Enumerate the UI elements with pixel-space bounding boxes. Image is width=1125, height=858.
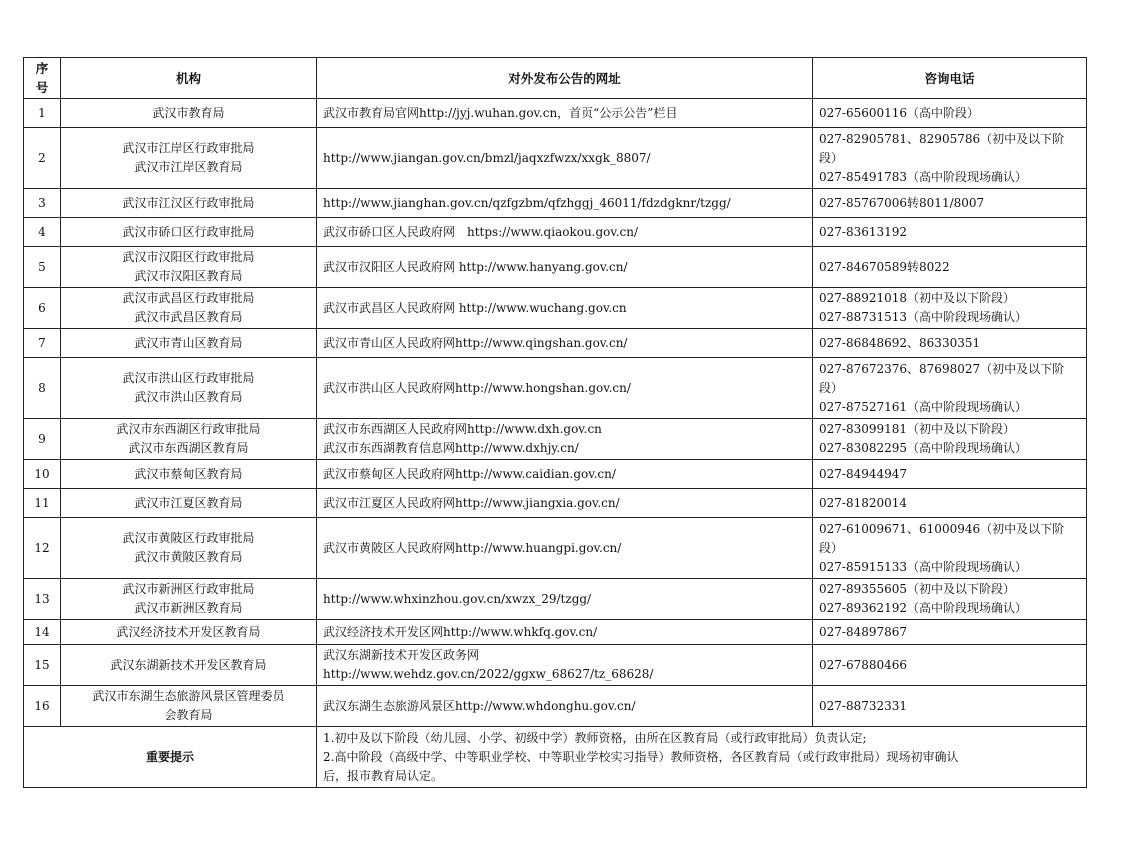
header-org: 机构 [61,58,317,99]
row-announcement-url-line: 武汉市江夏区人民政府网http://www.jiangxia.gov.cn/ [323,495,620,510]
table-row [24,128,1087,189]
row-announcement-url [317,99,813,128]
table-row [24,686,1087,727]
row-number: 15 [24,645,61,686]
table-row [24,620,1087,645]
row-organization-line: 武汉市武昌区行政审批局 [122,291,255,305]
row-announcement-url-line: 武汉市汉阳区人民政府网 http://www.hanyang.gov.cn/ [323,259,628,274]
notice-line: 2.高中阶段（高级中学、中等职业学校、中等职业学校实习指导）教师资格，各区教育局（或行政审批局）现场初审确认 [323,749,959,764]
row-phone-line: 027-84944947 [819,466,908,481]
row-number: 11 [24,489,61,518]
row-phone-line: 027-82905781、82905786（初中及以下阶 [819,131,1065,146]
row-organization-line: 武汉市武昌区教育局 [134,310,243,324]
header-url: 对外发布公告的网址 [317,58,813,99]
row-phone-line: 027-88732331 [819,698,908,713]
row-phone-line: 027-83099181（初中及以下阶段） [819,422,1016,436]
row-announcement-url-line: 武汉市东西湖教育信息网http://www.dxhjy.cn/ [323,441,579,455]
row-organization [61,579,317,620]
row-announcement-url [317,489,813,518]
row-organization [61,419,317,460]
notice-line: 后，报市教育局认定。 [323,768,444,783]
row-announcement-url-line: 武汉经济技术开发区网http://www.whkfq.gov.cn/ [323,624,598,639]
row-phone [813,358,1087,419]
row-announcement-url [317,518,813,579]
row-phone-line: 027-65600116（高中阶段） [819,105,980,120]
row-organization [61,99,317,128]
table-row [24,489,1087,518]
row-announcement-url [317,686,813,727]
table-header-row [24,58,1087,99]
notice-label: 重要提示 [24,727,317,788]
row-announcement-url [317,128,813,189]
row-announcement-url-line: 武汉东湖生态旅游风景区http://www.whdonghu.gov.cn/ [323,698,636,713]
row-announcement-url [317,579,813,620]
row-organization [61,189,317,218]
row-announcement-url [317,419,813,460]
table-row [24,579,1087,620]
notice-line: 1.初中及以下阶段（幼儿园、小学、初级中学）教师资格，由所在区教育局（或行政审批局）负责认定; [323,730,867,745]
row-organization [61,329,317,358]
row-organization [61,645,317,686]
table-row [24,645,1087,686]
row-number: 14 [24,620,61,645]
row-organization [61,686,317,727]
row-organization-line: 武汉市黄陂区教育局 [134,550,243,564]
row-announcement-url-line: 武汉市洪山区人民政府网http://www.hongshan.gov.cn/ [323,380,631,395]
row-phone [813,518,1087,579]
row-organization [61,128,317,189]
row-organization [61,460,317,489]
row-number: 16 [24,686,61,727]
table-row [24,288,1087,329]
row-phone-line: 027-85767006转8011/8007 [819,195,985,210]
row-phone [813,686,1087,727]
row-organization-line: 武汉市硚口区行政审批局 [122,224,255,239]
row-phone-line: 027-61009671、61000946（初中及以下阶 [819,521,1065,536]
row-announcement-url-line: 武汉市教育局官网http://jyj.wuhan.gov.cn，首页“公示公告”栏目 [323,105,678,120]
row-phone [813,579,1087,620]
row-organization [61,489,317,518]
row-organization-line: 武汉市江汉区行政审批局 [122,195,255,210]
row-announcement-url-line: 武汉市硚口区人民政府网 https://www.qiaokou.gov.cn/ [323,224,639,239]
notice-text [317,727,1087,788]
row-announcement-url-line: 武汉市青山区人民政府网http://www.qingshan.gov.cn/ [323,335,628,350]
row-announcement-url-line: 武汉市黄陂区人民政府网http://www.huangpi.gov.cn/ [323,540,622,555]
row-phone-line: 027-85915133（高中阶段现场确认） [819,559,1028,574]
row-announcement-url-line: http://www.jianghan.gov.cn/qzfgzbm/qfzhggj_46011/fdzdgknr/tzgg/ [323,195,731,210]
row-phone-line: 段） [819,380,844,395]
row-phone-line: 027-83613192 [819,224,908,239]
row-announcement-url-line: http://www.whxinzhou.gov.cn/xwzx_29/tzgg/ [323,591,592,606]
row-announcement-url [317,645,813,686]
row-organization-line: 武汉市青山区教育局 [134,335,243,350]
row-organization-line: 武汉市洪山区行政审批局 [122,371,255,385]
row-number: 10 [24,460,61,489]
row-number: 2 [24,128,61,189]
row-phone [813,288,1087,329]
row-phone [813,128,1087,189]
table-body [24,99,1087,727]
row-organization [61,288,317,329]
row-phone-line: 027-84897867 [819,624,908,639]
row-phone [813,189,1087,218]
row-organization [61,620,317,645]
row-announcement-url-line: 武汉市东西湖区人民政府网http://www.dxh.gov.cn [323,422,602,436]
row-organization [61,358,317,419]
notice-row [24,727,1087,788]
row-phone-line: 027-85491783（高中阶段现场确认） [819,169,1028,184]
row-phone-line: 027-67880466 [819,657,908,672]
row-phone-line: 027-86848692、86330351 [819,335,981,350]
row-announcement-url [317,288,813,329]
row-organization-line: 会教育局 [164,708,213,722]
row-organization-line: 武汉市江夏区教育局 [134,495,243,510]
row-organization-line: 武汉东湖新技术开发区教育局 [110,657,267,672]
row-phone-line: 027-88921018（初中及以下阶段） [819,291,1016,305]
row-phone [813,489,1087,518]
table-row [24,218,1087,247]
row-phone-line: 027-89355605（初中及以下阶段） [819,582,1016,596]
table-row [24,460,1087,489]
row-organization-line: 武汉市江岸区教育局 [134,160,243,174]
row-announcement-url [317,620,813,645]
teacher-certification-contact-table [23,57,1087,788]
row-announcement-url-line: http://www.wehdz.gov.cn/2022/ggxw_68627/tz_68628/ [323,667,654,681]
row-number: 3 [24,189,61,218]
row-announcement-url [317,247,813,288]
row-phone [813,645,1087,686]
table-row [24,189,1087,218]
row-phone-line: 027-84670589转8022 [819,259,950,274]
row-organization [61,218,317,247]
row-phone-line: 段） [819,150,844,165]
table-row [24,518,1087,579]
row-number: 4 [24,218,61,247]
row-organization-line: 武汉市教育局 [152,105,225,120]
row-organization [61,247,317,288]
row-announcement-url-line: 武汉市蔡甸区人民政府网http://www.caidian.gov.cn/ [323,466,616,481]
row-organization-line: 武汉市蔡甸区教育局 [134,466,243,481]
table-row [24,247,1087,288]
row-announcement-url-line: http://www.jiangan.gov.cn/bmzl/jaqxzfwzx/xxgk_8807/ [323,150,651,165]
row-number: 1 [24,99,61,128]
row-organization-line: 武汉市汉阳区教育局 [134,269,243,283]
table-row [24,358,1087,419]
row-number: 12 [24,518,61,579]
row-organization-line: 武汉市东湖生态旅游风景区管理委员 [92,689,285,703]
table-row [24,329,1087,358]
row-announcement-url [317,189,813,218]
row-organization-line: 武汉市新洲区行政审批局 [122,582,255,596]
row-number: 6 [24,288,61,329]
row-phone-line: 段） [819,540,844,555]
row-announcement-url-line: 武汉市武昌区人民政府网 http://www.wuchang.gov.cn [323,300,627,315]
row-phone [813,460,1087,489]
row-phone [813,329,1087,358]
header-num: 序 号 [24,58,61,99]
row-number: 7 [24,329,61,358]
row-organization-line: 武汉市汉阳区行政审批局 [122,250,255,264]
row-announcement-url [317,218,813,247]
row-phone-line: 027-88731513（高中阶段现场确认） [819,310,1028,324]
table-row [24,99,1087,128]
row-phone [813,419,1087,460]
row-phone [813,620,1087,645]
row-organization-line: 武汉市黄陂区行政审批局 [122,531,255,545]
row-number: 5 [24,247,61,288]
row-organization-line: 武汉市江岸区行政审批局 [122,141,255,155]
row-organization-line: 武汉经济技术开发区教育局 [116,624,261,639]
row-number: 9 [24,419,61,460]
row-phone-line: 027-83082295（高中阶段现场确认） [819,441,1028,455]
row-organization-line: 武汉市东西湖区教育局 [128,441,249,455]
row-number: 13 [24,579,61,620]
row-phone-line: 027-87527161（高中阶段现场确认） [819,399,1028,414]
table-row [24,419,1087,460]
row-number: 8 [24,358,61,419]
row-phone-line: 027-89362192（高中阶段现场确认） [819,601,1028,615]
row-announcement-url [317,329,813,358]
row-announcement-url [317,358,813,419]
header-tel: 咨询电话 [813,58,1087,99]
row-phone-line: 027-81820014 [819,495,908,510]
row-phone [813,99,1087,128]
row-organization-line: 武汉市新洲区教育局 [134,601,243,615]
row-organization [61,518,317,579]
row-phone [813,247,1087,288]
row-announcement-url [317,460,813,489]
row-announcement-url-line: 武汉东湖新技术开发区政务网 [323,648,480,662]
row-phone-line: 027-87672376、87698027（初中及以下阶 [819,361,1065,376]
row-phone [813,218,1087,247]
row-organization-line: 武汉市洪山区教育局 [134,390,243,404]
row-organization-line: 武汉市东西湖区行政审批局 [116,422,261,436]
